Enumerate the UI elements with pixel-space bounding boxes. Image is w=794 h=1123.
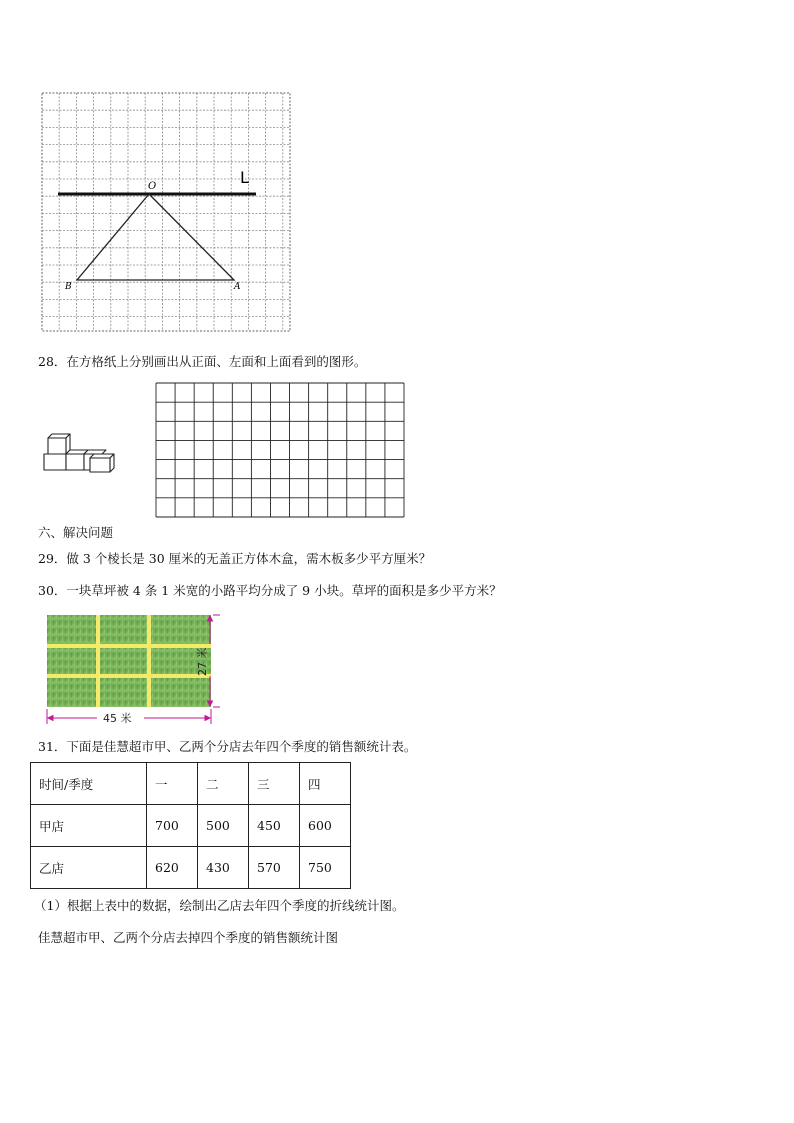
table-cell: 450: [249, 805, 300, 847]
lawn-area: [47, 615, 211, 707]
table-cell: 二: [198, 763, 249, 805]
cube-stack-figure: [40, 432, 120, 474]
lawn-height-label: 27 米: [196, 647, 209, 676]
table-cell: 500: [198, 805, 249, 847]
table-cell: 600: [300, 805, 351, 847]
table-cell: 四: [300, 763, 351, 805]
lawn-width-label: 45 米: [103, 712, 132, 725]
label-l: L: [240, 168, 249, 187]
table-cell: 570: [249, 847, 300, 889]
sales-table: [30, 762, 351, 889]
lawn-figure: [40, 610, 230, 730]
table-cell: 430: [198, 847, 249, 889]
label-a: A: [234, 282, 241, 292]
table-header-row: [31, 763, 351, 805]
label-b: B: [65, 282, 72, 292]
table-cell: 时间/季度: [31, 763, 147, 805]
section-title: 六、解决问题: [38, 525, 114, 540]
question-31: 31．下面是佳慧超市甲、乙两个分店去年四个季度的销售额统计表。: [38, 739, 417, 754]
question-28: 28．在方格纸上分别画出从正面、左面和上面看到的图形。: [38, 354, 367, 369]
triangle-oab: [77, 194, 234, 280]
table-cell: 甲店: [31, 805, 147, 847]
triangle-grid-figure: [38, 90, 294, 334]
table-row: [31, 847, 351, 889]
table-cell: 750: [300, 847, 351, 889]
question-29: 29．做 3 个棱长是 30 厘米的无盖正方体木盒，需木板多少平方厘米？: [38, 551, 432, 566]
table-cell: 乙店: [31, 847, 147, 889]
label-o: O: [148, 181, 157, 192]
table-cell: 620: [147, 847, 198, 889]
chart-caption: 佳慧超市甲、乙两个分店去掉四个季度的销售额统计图: [38, 930, 339, 945]
table-row: [31, 805, 351, 847]
table-cell: 三: [249, 763, 300, 805]
question-31-part-1: （1）根据上表中的数据，绘制出乙店去年四个季度的折线统计图。: [34, 898, 405, 913]
table-cell: 一: [147, 763, 198, 805]
answer-grid[interactable]: [155, 382, 405, 518]
question-30: 30．一块草坪被 4 条 1 米宽的小路平均分成了 9 小块。草坪的面积是多少平方米？: [38, 583, 502, 598]
table-cell: 700: [147, 805, 198, 847]
